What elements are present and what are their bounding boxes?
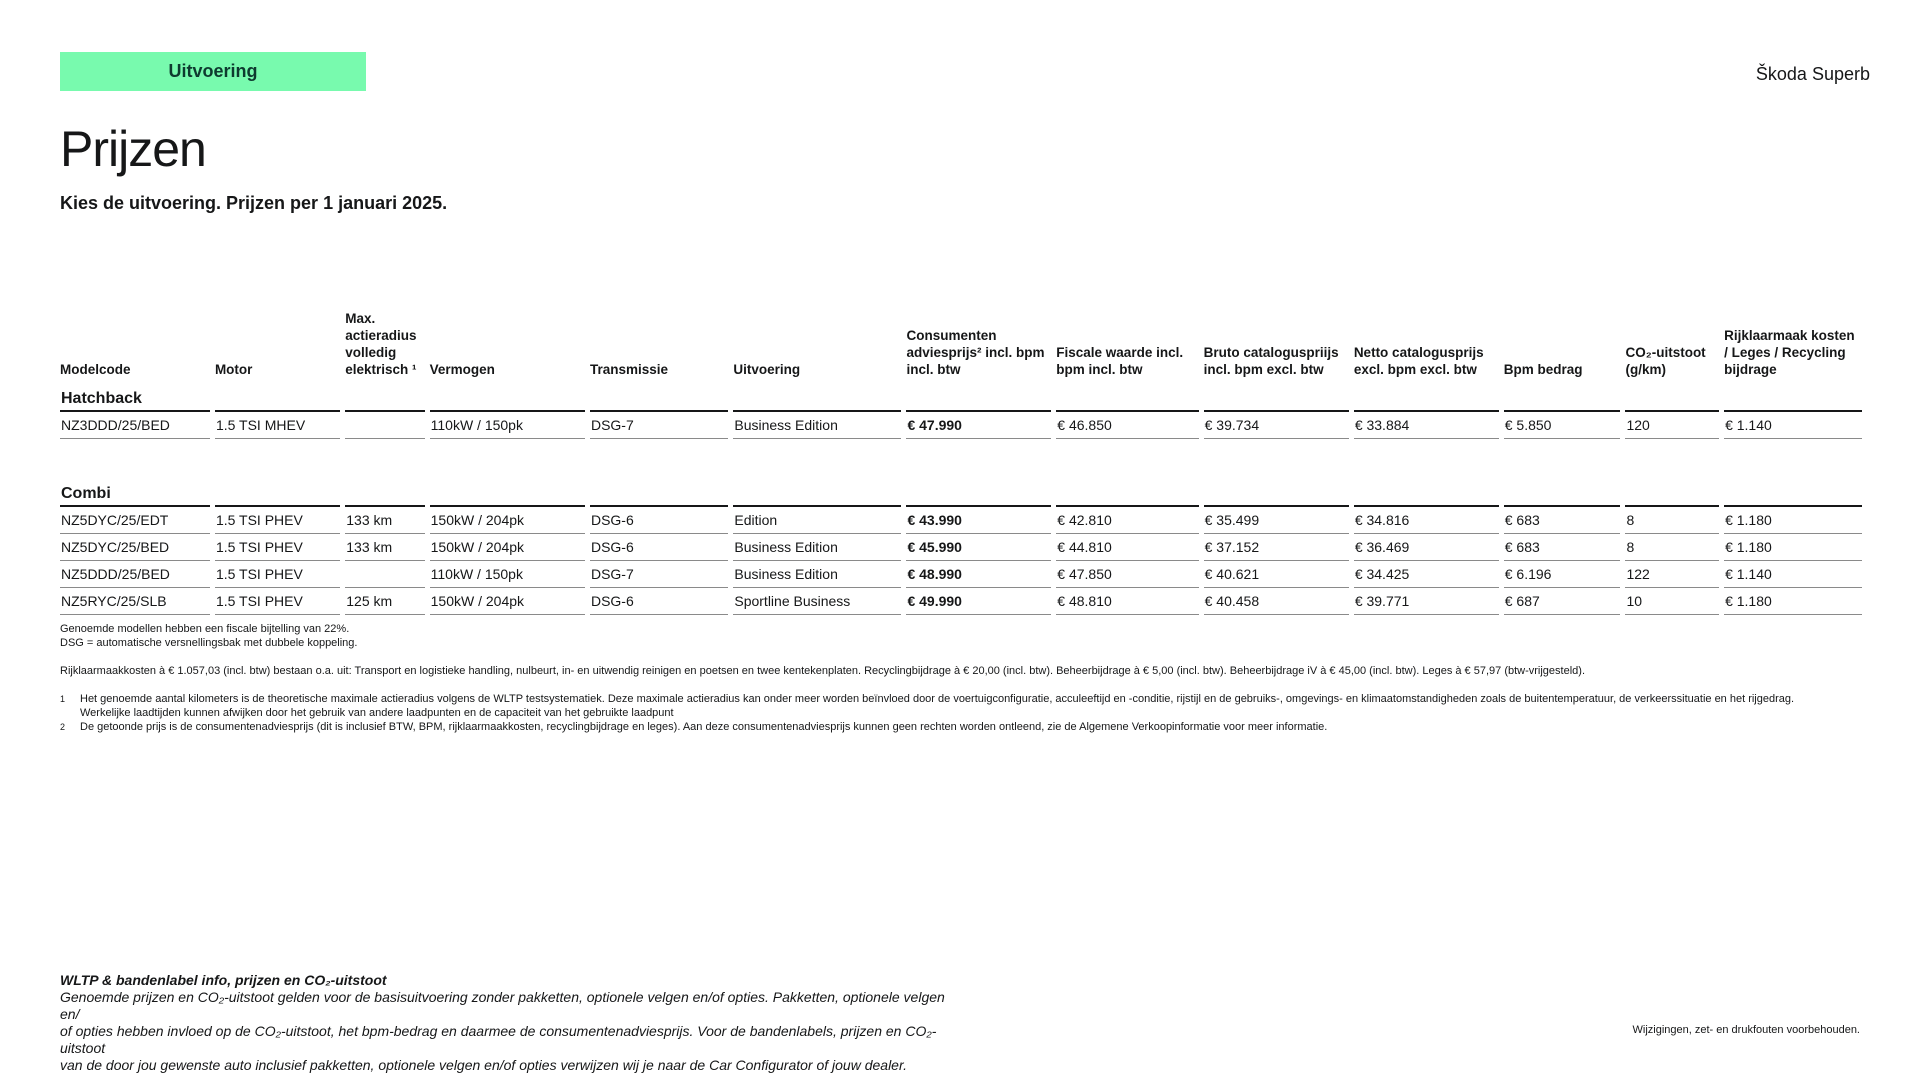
cell-gross-list-price: € 35.499 (1204, 505, 1349, 534)
cell-co2: 8 (1625, 534, 1719, 561)
table-header-row (60, 310, 1862, 384)
cell-motor: 1.5 TSI PHEV (215, 588, 340, 615)
cell-range (345, 561, 424, 588)
brand-name: Škoda Superb (1755, 64, 1870, 84)
col-header-motor: Motor (214, 362, 253, 377)
cell-transmission: DSG-6 (590, 588, 728, 615)
cell-modelcode: NZ5DYC/25/EDT (60, 505, 210, 534)
wltp-heading: WLTP & bandenlabel info, prijzen en CO₂-uitstoot (60, 972, 387, 988)
cell-range: 133 km (345, 534, 424, 561)
cell-range: 133 km (345, 505, 424, 534)
cell-bpm: € 683 (1504, 505, 1621, 534)
group-label: Combi (61, 485, 111, 502)
col-header-modelcode: Modelcode (60, 362, 131, 377)
cell-modelcode: NZ5DYC/25/BED (60, 534, 210, 561)
cell-motor: 1.5 TSI MHEV (215, 410, 340, 439)
cell-net-list-price: € 34.425 (1354, 561, 1499, 588)
page-title: Prijzen (60, 121, 206, 177)
col-header-range: Max. actieradius volledig elektrisch ¹ (345, 311, 417, 377)
cell-consumer-price: € 48.990 (906, 561, 1051, 588)
cell-net-list-price: € 39.771 (1354, 588, 1499, 615)
cell-gross-list-price: € 40.458 (1204, 588, 1349, 615)
cell-bpm: € 6.196 (1504, 561, 1621, 588)
col-header-gross-list-price: Bruto cataloguspriijs incl. bpm excl. btw (1203, 345, 1339, 377)
cell-trim: Business Edition (733, 410, 901, 439)
cell-consumer-price: € 45.990 (906, 534, 1051, 561)
cell-gross-list-price: € 39.734 (1204, 410, 1349, 439)
col-header-fiscal-value: Fiscale waarde incl. bpm incl. btw (1056, 345, 1184, 377)
table-row (60, 410, 1862, 439)
col-header-bpm: Bpm bedrag (1503, 362, 1583, 377)
cell-transmission: DSG-6 (590, 505, 728, 534)
cell-motor: 1.5 TSI PHEV (215, 561, 340, 588)
cell-modelcode: NZ5DDD/25/BED (60, 561, 210, 588)
footnote-text: Het genoemde aantal kilometers is de theoretische maximale actieradius volgens de WLTP testsystematiek. Deze maximale actieradius kan onder meer worden beïnvloed door de voertuigconfiguratie, acculeeftijd en -conditie, rijstijl en de gebruiks-, omgevings- en klimaatomstandigheden zoals de buitentemperatuur, de verkeerssituatie en het rijgedrag. (80, 693, 1795, 705)
cell-delivery-costs: € 1.140 (1724, 561, 1862, 588)
cell-bpm: € 5.850 (1504, 410, 1621, 439)
table-row (60, 561, 1862, 588)
col-header-transmission: Transmissie (589, 362, 669, 377)
cell-consumer-price: € 49.990 (906, 588, 1051, 615)
note-bijtelling: Genoemde modellen hebben een fiscale bijtelling van 22%. (60, 623, 350, 635)
cell-bpm: € 683 (1504, 534, 1621, 561)
wltp-info (60, 972, 960, 1074)
footnote-1 (60, 692, 1870, 720)
cell-motor: 1.5 TSI PHEV (215, 505, 340, 534)
footnote-number: 1 (60, 694, 66, 704)
col-header-co2: CO₂-uitstoot (g/km) (1625, 345, 1706, 377)
table-row (60, 588, 1862, 615)
note-dsg: DSG = automatische versnellingsbak met dubbele koppeling. (60, 637, 358, 649)
group-spacer (60, 439, 1862, 479)
cell-co2: 122 (1625, 561, 1719, 588)
cell-gross-list-price: € 37.152 (1204, 534, 1349, 561)
cell-fiscal-value: € 48.810 (1056, 588, 1198, 615)
cell-consumer-price: € 47.990 (906, 410, 1051, 439)
cell-delivery-costs: € 1.180 (1724, 588, 1862, 615)
wltp-text-line: van de door jou gewenste auto inclusief pakketten, optionele velgen en/of opties verwijzen wij je naar de Car Configurator of jouw dealer. (60, 1057, 907, 1073)
table-row (60, 534, 1862, 561)
cell-fiscal-value: € 42.810 (1056, 505, 1198, 534)
cell-fiscal-value: € 46.850 (1056, 410, 1198, 439)
group-row-hatchback (60, 384, 1862, 410)
cell-co2: 120 (1625, 410, 1719, 439)
cell-power: 110kW / 150pk (430, 561, 585, 588)
cell-fiscal-value: € 47.850 (1056, 561, 1198, 588)
cell-net-list-price: € 34.816 (1354, 505, 1499, 534)
cell-transmission: DSG-6 (590, 534, 728, 561)
cell-power: 110kW / 150pk (430, 410, 585, 439)
cell-power: 150kW / 204pk (430, 505, 585, 534)
cell-range (345, 410, 424, 439)
footnote-text: Werkelijke laadtijden kunnen afwijken door het gebruik van andere laadpunten en de capaciteit van het gebruikte laadpunt (80, 707, 674, 719)
cell-trim: Sportline Business (733, 588, 901, 615)
col-header-net-list-price: Netto catalogusprijs excl. bpm excl. btw (1353, 345, 1484, 377)
cell-delivery-costs: € 1.140 (1724, 410, 1862, 439)
cell-fiscal-value: € 44.810 (1056, 534, 1198, 561)
cell-transmission: DSG-7 (590, 410, 728, 439)
section-badge: Uitvoering (60, 52, 366, 91)
cell-modelcode: NZ5RYC/25/SLB (60, 588, 210, 615)
footnote-text: De getoonde prijs is de consumentenadviesprijs (dit is inclusief BTW, BPM, rijklaarmaakkosten, recyclingbijdrage en leges). Aan deze consumentenadviesprijs kunnen geen rechten worden ontleend, zie de Algemene Verkoopinformatie voor meer informatie. (80, 721, 1328, 733)
cell-delivery-costs: € 1.180 (1724, 534, 1862, 561)
cell-power: 150kW / 204pk (430, 588, 585, 615)
cell-co2: 10 (1625, 588, 1719, 615)
group-row-combi (60, 479, 1862, 505)
cell-range: 125 km (345, 588, 424, 615)
cell-trim: Business Edition (733, 561, 901, 588)
footnote-number: 2 (60, 722, 66, 732)
price-table (55, 310, 1867, 615)
col-header-power: Vermogen (429, 362, 495, 377)
cell-gross-list-price: € 40.621 (1204, 561, 1349, 588)
col-header-delivery-costs: Rijklaarmaak kosten / Leges / Recycling bijdrage (1724, 328, 1855, 377)
page-subtitle: Kies de uitvoering. Prijzen per 1 januari 2025. (60, 193, 448, 213)
cell-transmission: DSG-7 (590, 561, 728, 588)
note-rijklaarmaakkosten: Rijklaarmaakkosten à € 1.057,03 (incl. btw) bestaan o.a. uit: Transport en logistieke handling, nulbeurt, in- en uitwendig reinigen en poetsen en twee kentekenplaten. Recyclingbijdrage à € 20,00 (incl. btw). Beheerbijdrage à € 5,00 (incl. btw). Beheerbijdrage iV à € 45,00 (incl. btw). Leges à € 57,97 (btw-vrijgesteld). (60, 665, 1585, 677)
cell-net-list-price: € 36.469 (1354, 534, 1499, 561)
cell-co2: 8 (1625, 505, 1719, 534)
cell-modelcode: NZ3DDD/25/BED (60, 410, 210, 439)
cell-trim: Edition (733, 505, 901, 534)
disclaimer: Wijzigingen, zet- en drukfouten voorbehouden. (1632, 1024, 1860, 1036)
cell-bpm: € 687 (1504, 588, 1621, 615)
group-label: Hatchback (61, 390, 142, 407)
cell-consumer-price: € 43.990 (906, 505, 1051, 534)
cell-power: 150kW / 204pk (430, 534, 585, 561)
footnote-2 (60, 720, 1870, 734)
cell-delivery-costs: € 1.180 (1724, 505, 1862, 534)
col-header-trim: Uitvoering (733, 362, 801, 377)
notes-section (60, 622, 1870, 734)
col-header-consumer-price: Consumenten adviesprijs² incl. bpm incl. btw (906, 328, 1045, 377)
cell-motor: 1.5 TSI PHEV (215, 534, 340, 561)
wltp-text-line: Genoemde prijzen en CO₂-uitstoot gelden voor de basisuitvoering zonder pakketten, optionele velgen en/of opties. Pakketten, optionele velgen en/ (60, 989, 945, 1022)
table-row (60, 505, 1862, 534)
wltp-text-line: of opties hebben invloed op de CO₂-uitstoot, het bpm-bedrag en daarmee de consumentenadviesprijs. Voor de bandenlabels, prijzen en CO₂-uitstoot (60, 1023, 937, 1056)
cell-net-list-price: € 33.884 (1354, 410, 1499, 439)
cell-trim: Business Edition (733, 534, 901, 561)
